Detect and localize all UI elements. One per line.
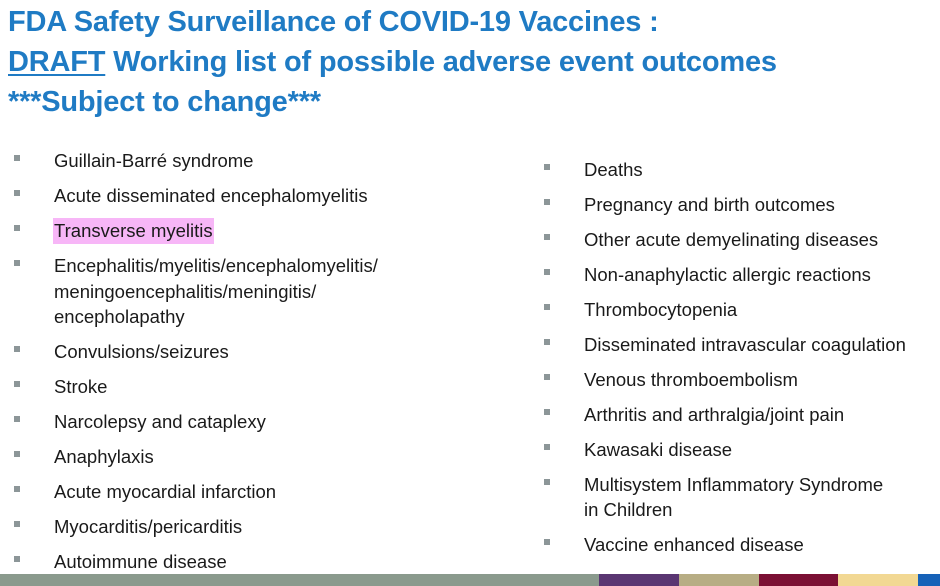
square-bullet-icon <box>544 199 550 205</box>
bar-segment <box>759 574 839 586</box>
square-bullet-icon <box>544 444 550 450</box>
left-outcome-list <box>13 148 453 584</box>
list-item <box>13 479 453 505</box>
list-item-text-line: in Children <box>584 499 673 521</box>
list-item <box>13 253 453 330</box>
list-item <box>13 183 453 209</box>
list-item <box>13 514 453 540</box>
list-item <box>543 262 940 288</box>
bar-segment <box>599 574 679 586</box>
square-bullet-icon <box>544 269 550 275</box>
list-item <box>543 367 940 393</box>
list-item <box>13 444 453 470</box>
square-bullet-icon <box>14 556 20 562</box>
list-item <box>543 157 940 183</box>
title-line-2-rest: Working list of possible adverse event outcomes <box>105 46 777 78</box>
list-item-text: Arthritis and arthralgia/joint pain <box>584 403 845 425</box>
square-bullet-icon <box>544 339 550 345</box>
list-item-text: Anaphylaxis <box>54 446 154 468</box>
list-item-text: Other acute demyelinating diseases <box>584 228 879 250</box>
square-bullet-icon <box>14 486 20 492</box>
square-bullet-icon <box>14 155 20 161</box>
list-item <box>13 218 453 244</box>
list-item <box>13 148 453 174</box>
list-item-text-highlighted: Transverse myelitis <box>53 218 214 244</box>
square-bullet-icon <box>544 539 550 545</box>
title-line-2 <box>8 42 932 82</box>
draft-label: DRAFT <box>8 46 106 78</box>
square-bullet-icon <box>14 346 20 352</box>
list-item <box>543 192 940 218</box>
bar-segment <box>679 574 759 586</box>
slide-title <box>8 2 932 122</box>
square-bullet-icon <box>14 190 20 196</box>
list-item-text: Acute disseminated encephalomyelitis <box>54 184 368 206</box>
square-bullet-icon <box>544 479 550 485</box>
list-item <box>543 472 940 523</box>
square-bullet-icon <box>14 521 20 527</box>
list-item-text: Guillain-Barré syndrome <box>54 150 254 171</box>
square-bullet-icon <box>14 381 20 387</box>
list-item-text: Pregnancy and birth outcomes <box>584 193 835 215</box>
list-item-text-line: Multisystem Inflammatory Syndrome <box>584 473 884 495</box>
list-item-text: Autoimmune disease <box>54 551 227 573</box>
list-item-text: Thrombocytopenia <box>584 298 738 320</box>
list-item-text: Acute myocardial infarction <box>54 481 277 503</box>
list-item-text-line: encepholapathy <box>54 306 185 328</box>
square-bullet-icon <box>14 225 20 231</box>
list-item-text: Convulsions/seizures <box>54 341 229 363</box>
list-item-text-line: meningoencephalitis/meningitis/ <box>54 280 317 302</box>
title-line-3: ***Subject to change*** <box>8 86 321 118</box>
list-item-text: Disseminated intravascular coagulation <box>584 333 906 355</box>
list-item-text-line: Encephalitis/myelitis/encephalomyelitis/ <box>54 254 378 276</box>
square-bullet-icon <box>14 260 20 266</box>
bar-segment <box>0 574 599 586</box>
list-item <box>13 374 453 400</box>
square-bullet-icon <box>14 451 20 457</box>
square-bullet-icon <box>14 416 20 422</box>
list-item <box>543 437 940 463</box>
list-item <box>543 402 940 428</box>
square-bullet-icon <box>544 304 550 310</box>
bottom-color-bar <box>0 574 940 586</box>
square-bullet-icon <box>544 374 550 380</box>
square-bullet-icon <box>544 409 550 415</box>
list-item-text: Stroke <box>54 376 108 398</box>
list-item <box>543 297 940 323</box>
list-item <box>13 339 453 365</box>
bar-segment <box>838 574 918 586</box>
list-item <box>543 532 940 558</box>
right-outcome-list <box>543 157 940 567</box>
list-item-text: Myocarditis/pericarditis <box>54 516 243 538</box>
list-item-text: Vaccine enhanced disease <box>584 534 804 556</box>
list-item <box>543 227 940 253</box>
list-item-text: Venous thromboembolism <box>584 368 798 390</box>
list-item-text: Narcolepsy and cataplexy <box>54 411 266 433</box>
list-item-text: Deaths <box>584 159 643 180</box>
list-item-text: Non-anaphylactic allergic reactions <box>584 263 871 285</box>
square-bullet-icon <box>544 234 550 240</box>
title-line-1: FDA Safety Surveillance of COVID-19 Vaccines : <box>8 6 659 38</box>
bar-segment <box>918 574 940 586</box>
list-item-text: Kawasaki disease <box>584 438 733 460</box>
list-item <box>543 332 940 358</box>
list-item <box>13 549 453 575</box>
list-item <box>13 409 453 435</box>
square-bullet-icon <box>544 164 550 170</box>
